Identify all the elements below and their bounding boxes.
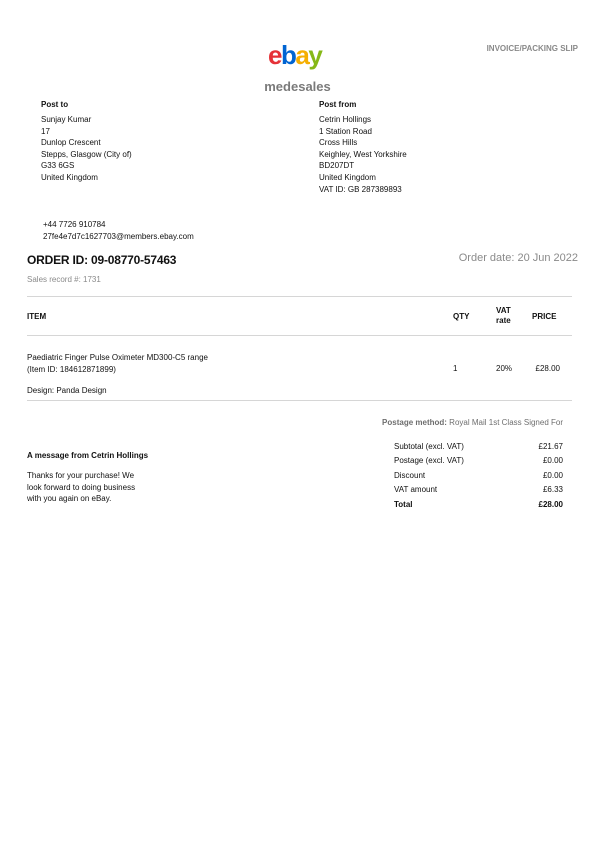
total-value: £28.00 — [538, 499, 563, 509]
column-header-qty: QTY — [453, 312, 470, 321]
post-from-vat-id: VAT ID: GB 287389893 — [319, 184, 402, 194]
item-id: (Item ID: 184612871899) — [27, 365, 116, 374]
ebay-logo — [268, 40, 321, 71]
totals-value: £0.00 — [542, 470, 563, 480]
post-from-line: 1 Station Road — [319, 126, 372, 136]
column-header-price: PRICE — [532, 312, 557, 321]
post-to-line: G33 6GS — [41, 161, 75, 171]
column-header-item: ITEM — [27, 312, 47, 321]
post-from-line: Cross Hills — [319, 138, 358, 148]
post-to-block — [41, 100, 132, 184]
order-date: Order date: 20 Jun 2022 — [458, 252, 578, 264]
post-from-line: United Kingdom — [319, 172, 376, 182]
message-title: A message from Cetrin Hollings — [27, 451, 149, 460]
message-line: look forward to doing business — [27, 482, 136, 492]
column-header-vat-rate: VAT rate — [496, 306, 511, 325]
totals-value: £6.33 — [542, 485, 563, 495]
totals-label: VAT amount — [394, 485, 438, 495]
totals-row — [394, 469, 563, 483]
totals-label: Discount — [394, 470, 426, 480]
item-price: £28.00 — [535, 364, 560, 373]
post-to-line: United Kingdom — [41, 172, 98, 182]
totals-row — [394, 483, 563, 497]
item-qty: 1 — [453, 364, 458, 373]
line-item — [27, 352, 208, 397]
totals-label: Subtotal (excl. VAT) — [394, 442, 464, 451]
post-from-line: Keighley, West Yorkshire — [319, 149, 407, 159]
seller-message — [27, 451, 148, 505]
item-title: Paediatric Finger Pulse Oximeter MD300-C5 range — [27, 353, 208, 362]
sales-record: Sales record #: 1731 — [27, 275, 101, 284]
divider — [27, 335, 572, 336]
logo-letter-y: y — [308, 40, 322, 70]
buyer-contact — [43, 219, 194, 242]
message-line: with you again on eBay. — [27, 494, 112, 504]
post-to-heading: Post to — [41, 100, 69, 109]
logo-letter-e: e — [268, 40, 281, 70]
buyer-phone: +44 7726 910784 — [43, 220, 106, 229]
post-to-line: 17 — [41, 126, 50, 136]
total-label: Total — [394, 499, 413, 509]
item-vat-rate: 20% — [496, 364, 513, 373]
order-id: ORDER ID: 09-08770-57463 — [27, 253, 177, 267]
document-title: INVOICE/PACKING SLIP — [486, 44, 578, 53]
postage-label: Postage method: — [382, 418, 447, 427]
post-from-line: BD207DT — [319, 161, 355, 171]
post-to-line: Dunlop Crescent — [41, 138, 101, 148]
buyer-email: 27fe4e7d7c1627703@members.ebay.com — [43, 231, 194, 241]
postage-value: Royal Mail 1st Class Signed For — [449, 418, 563, 427]
totals-row — [394, 440, 563, 454]
logo-letter-b: b — [280, 40, 296, 70]
message-line: Thanks for your purchase! We — [27, 471, 135, 480]
totals-label: Postage (excl. VAT) — [394, 456, 464, 466]
logo-letter-a: a — [295, 40, 309, 70]
totals-value: £0.00 — [542, 456, 563, 466]
item-variation: Design: Panda Design — [27, 386, 107, 395]
postage-method — [300, 418, 563, 427]
totals-row — [394, 454, 563, 468]
post-from-heading: Post from — [319, 100, 357, 109]
seller-name: medesales — [264, 79, 331, 94]
totals-summary — [394, 440, 563, 512]
post-to-line: Stepps, Glasgow (City of) — [41, 149, 132, 159]
post-to-line: Sunjay Kumar — [41, 115, 92, 124]
post-from-block — [319, 100, 407, 195]
totals-value: £21.67 — [538, 442, 563, 451]
totals-row-total — [394, 498, 563, 512]
divider — [27, 296, 572, 297]
divider — [27, 400, 572, 401]
post-from-line: Cetrin Hollings — [319, 115, 372, 124]
